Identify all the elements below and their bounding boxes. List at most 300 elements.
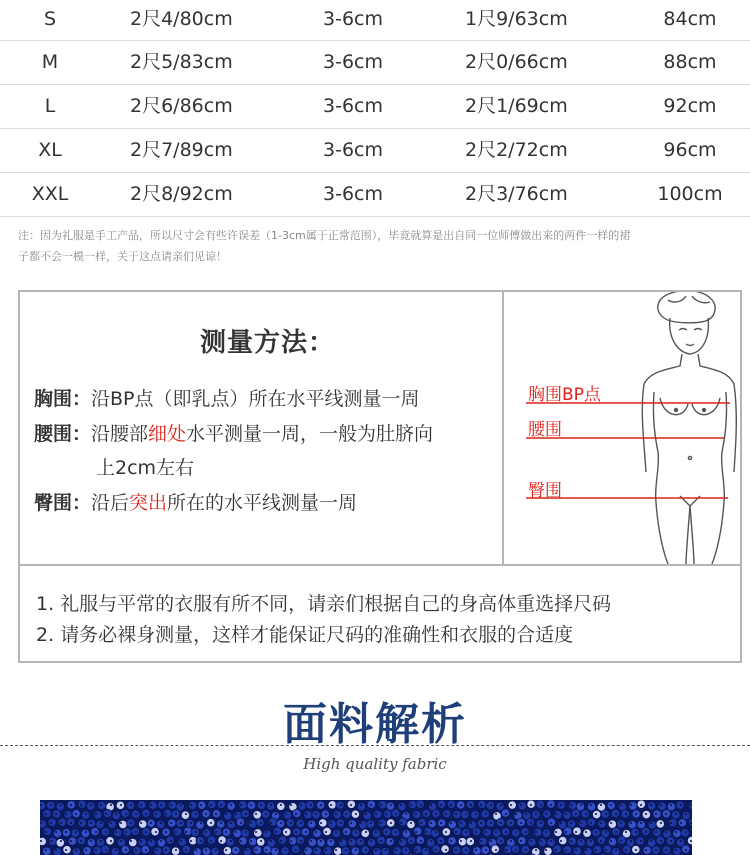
table-row bbox=[0, 129, 750, 173]
sequin bbox=[461, 810, 469, 818]
sequin-hole bbox=[585, 849, 587, 851]
bust-cell: 2尺5/83cm bbox=[130, 51, 233, 73]
sequin bbox=[328, 820, 336, 828]
sequin bbox=[58, 818, 66, 826]
sequin-hole bbox=[635, 831, 637, 833]
sequin bbox=[101, 845, 109, 853]
sequin-hole bbox=[150, 840, 152, 842]
sequin bbox=[147, 839, 155, 847]
sequin bbox=[304, 847, 312, 855]
sequin-hole bbox=[255, 849, 257, 851]
table-row bbox=[0, 41, 750, 85]
sequin-hole bbox=[540, 804, 542, 806]
sequin-hole bbox=[480, 840, 482, 842]
sequin bbox=[492, 829, 500, 837]
sequin bbox=[333, 810, 341, 818]
sequin bbox=[643, 846, 651, 854]
sequin-hole bbox=[415, 849, 417, 851]
sequin-hole bbox=[135, 813, 137, 815]
sequin-hole bbox=[185, 813, 187, 815]
sequin bbox=[398, 802, 406, 810]
sequin-hole bbox=[230, 804, 232, 806]
sequin-hole bbox=[365, 831, 367, 833]
sequin-hole bbox=[295, 849, 297, 851]
sequin bbox=[151, 827, 159, 835]
sequin-hole bbox=[345, 831, 347, 833]
sequin-hole bbox=[445, 813, 447, 815]
sequin bbox=[378, 819, 386, 827]
fabric-subtitle: High quality fabric bbox=[303, 755, 447, 773]
sequin bbox=[629, 802, 637, 810]
sequin-hole bbox=[670, 822, 672, 824]
sequin-hole bbox=[550, 840, 552, 842]
waist-instruction-cont: 上2cm左右 bbox=[96, 457, 195, 479]
sequin bbox=[53, 829, 61, 837]
sequin-hole bbox=[240, 840, 242, 842]
sequin bbox=[149, 801, 157, 809]
sequin-hole bbox=[280, 804, 282, 806]
sequin-hole bbox=[245, 849, 247, 851]
sequin-hole bbox=[485, 849, 487, 851]
sequin bbox=[647, 802, 655, 810]
sequin-hole bbox=[55, 831, 57, 833]
size-note bbox=[18, 225, 733, 267]
sequin-hole bbox=[665, 813, 667, 815]
sequin-hole bbox=[115, 813, 117, 815]
sequin-hole bbox=[330, 840, 332, 842]
sequin-hole bbox=[260, 804, 262, 806]
sequin-hole bbox=[230, 822, 232, 824]
sequin-hole bbox=[655, 849, 657, 851]
sequin-hole bbox=[450, 822, 452, 824]
sequin-hole bbox=[690, 804, 692, 806]
sequin bbox=[653, 828, 661, 836]
sequin-hole bbox=[90, 822, 92, 824]
sequin-hole bbox=[340, 840, 342, 842]
ease-cell: 3-6cm bbox=[323, 183, 383, 205]
sequin-hole bbox=[75, 849, 77, 851]
sequin-hole bbox=[465, 849, 467, 851]
sequin bbox=[243, 848, 251, 855]
sequin-hole bbox=[120, 822, 122, 824]
waist-cell: 2尺2/72cm bbox=[465, 139, 568, 161]
sequin-hole bbox=[595, 831, 597, 833]
sequin-hole bbox=[515, 849, 517, 851]
sequin-hole bbox=[260, 840, 262, 842]
sequin bbox=[256, 818, 264, 826]
sequin-hole bbox=[480, 822, 482, 824]
sequin-hole bbox=[95, 831, 97, 833]
sequin-hole bbox=[370, 804, 372, 806]
sequin-hole bbox=[55, 849, 57, 851]
sequin bbox=[263, 830, 271, 838]
sequin-hole bbox=[290, 804, 292, 806]
sequin-hole bbox=[350, 822, 352, 824]
table-row bbox=[0, 0, 750, 41]
sequin-hole bbox=[490, 804, 492, 806]
size-table bbox=[0, 0, 750, 217]
fabric-title: 面料解析 bbox=[283, 699, 467, 750]
sequin-hole bbox=[525, 813, 527, 815]
sequin-hole bbox=[205, 849, 207, 851]
sequin-hole bbox=[595, 813, 597, 815]
sequin-hole bbox=[570, 804, 572, 806]
sequin-hole bbox=[205, 831, 207, 833]
sequin-hole bbox=[490, 822, 492, 824]
sequin bbox=[87, 802, 95, 810]
hip-text-post: 所在的水平线测量一周 bbox=[167, 492, 358, 514]
sequin-hole bbox=[425, 813, 427, 815]
hip-cell: 92cm bbox=[663, 95, 717, 117]
sequin bbox=[678, 819, 686, 827]
sequin-hole bbox=[630, 822, 632, 824]
sequin-hole bbox=[560, 804, 562, 806]
sequin-hole bbox=[440, 804, 442, 806]
sequin bbox=[71, 829, 79, 837]
sequin-hole bbox=[85, 849, 87, 851]
sequin-hole bbox=[80, 804, 82, 806]
hip-cell: 100cm bbox=[657, 183, 723, 205]
sequin-hole bbox=[615, 813, 617, 815]
sequin-hole bbox=[360, 804, 362, 806]
divider bbox=[0, 745, 750, 746]
sequin-hole bbox=[175, 849, 177, 851]
sequin-hole bbox=[450, 804, 452, 806]
sequin-hole bbox=[130, 822, 132, 824]
sequin bbox=[193, 848, 201, 855]
waist-instruction bbox=[34, 419, 433, 446]
bust-cell: 2尺4/80cm bbox=[130, 8, 233, 30]
sequin bbox=[68, 837, 76, 845]
ease-cell: 3-6cm bbox=[323, 95, 383, 117]
sequin-hole bbox=[145, 813, 147, 815]
sequin-hole bbox=[575, 849, 577, 851]
sequin-hole bbox=[635, 813, 637, 815]
sequin-hole bbox=[510, 840, 512, 842]
sequin-hole bbox=[70, 822, 72, 824]
sequin-hole bbox=[70, 804, 72, 806]
sequin-hole bbox=[610, 840, 612, 842]
sequin bbox=[319, 819, 327, 827]
note-line: 注：因为礼服是手工产品，所以尺寸会有些许误差（1-3cm属于正常范围），毕竟就算是出自同一位师傅做出来的两件一样的裙 bbox=[18, 229, 631, 242]
sequin-hole bbox=[210, 804, 212, 806]
sequin-hole bbox=[215, 849, 217, 851]
sequin-hole bbox=[60, 804, 62, 806]
sequin bbox=[681, 829, 689, 837]
note-line: 子都不会一模一样，关于这点请亲们见谅！ bbox=[18, 250, 227, 263]
sequin bbox=[166, 836, 174, 844]
sequin bbox=[83, 846, 91, 854]
sequin-hole bbox=[460, 822, 462, 824]
sequin-hole bbox=[225, 849, 227, 851]
sequin-hole bbox=[550, 804, 552, 806]
sequin bbox=[653, 810, 661, 818]
sequin-hole bbox=[425, 831, 427, 833]
sequin-hole bbox=[580, 804, 582, 806]
sequin-hole bbox=[85, 813, 87, 815]
measurement-tips bbox=[20, 564, 740, 661]
sequin-hole bbox=[590, 822, 592, 824]
sequin-hole bbox=[200, 840, 202, 842]
sequin-hole bbox=[185, 831, 187, 833]
sequin-hole bbox=[490, 840, 492, 842]
sequin-hole bbox=[310, 840, 312, 842]
sequin-hole bbox=[625, 849, 627, 851]
sequin bbox=[78, 800, 86, 808]
sequin bbox=[563, 845, 571, 853]
sequin-hole bbox=[635, 849, 637, 851]
measurement-title: 测量方法： bbox=[200, 328, 336, 358]
sequin-hole bbox=[235, 849, 237, 851]
figure-waist-label: 腰围 bbox=[528, 420, 562, 440]
sequin-hole bbox=[365, 813, 367, 815]
sequin-hole bbox=[510, 822, 512, 824]
sequin-hole bbox=[140, 822, 142, 824]
sequin-hole bbox=[190, 822, 192, 824]
sequin-hole bbox=[670, 804, 672, 806]
sequin-hole bbox=[160, 804, 162, 806]
sequin-hole bbox=[230, 840, 232, 842]
sequin bbox=[583, 829, 591, 837]
sequin-hole bbox=[675, 831, 677, 833]
sequin-hole bbox=[305, 831, 307, 833]
sequin bbox=[534, 828, 542, 836]
sequin-hole bbox=[370, 840, 372, 842]
sequin bbox=[324, 846, 332, 854]
sequin bbox=[367, 838, 375, 846]
sequin-hole bbox=[285, 813, 287, 815]
sequin bbox=[53, 848, 61, 855]
sequin-hole bbox=[575, 813, 577, 815]
sequin bbox=[202, 847, 210, 855]
sequin bbox=[538, 838, 546, 846]
sequin-hole bbox=[655, 813, 657, 815]
waist-text-pre: 沿腰部 bbox=[91, 423, 149, 445]
sequin-hole bbox=[555, 849, 557, 851]
sequin bbox=[239, 801, 247, 809]
sequin-hole bbox=[460, 804, 462, 806]
sequin bbox=[253, 811, 261, 819]
sequin-hole bbox=[665, 849, 667, 851]
sequin-hole bbox=[90, 840, 92, 842]
sequin-hole bbox=[265, 831, 267, 833]
sequin-hole bbox=[180, 804, 182, 806]
sequin bbox=[81, 811, 89, 819]
sequin-hole bbox=[430, 840, 432, 842]
sequin bbox=[153, 810, 161, 818]
sequin bbox=[307, 820, 315, 828]
sequin-hole bbox=[545, 849, 547, 851]
sequin-hole bbox=[225, 813, 227, 815]
sequin bbox=[501, 809, 509, 817]
sequin-hole bbox=[250, 822, 252, 824]
sequin-hole bbox=[465, 813, 467, 815]
sequin-hole bbox=[275, 831, 277, 833]
sequin-hole bbox=[645, 813, 647, 815]
sequin bbox=[478, 800, 486, 808]
sequin bbox=[569, 801, 577, 809]
sequin bbox=[536, 800, 544, 808]
sequin bbox=[386, 838, 394, 846]
sequin bbox=[378, 801, 386, 809]
sequin-hole bbox=[285, 831, 287, 833]
sequin bbox=[598, 820, 606, 828]
sequin-hole bbox=[430, 822, 432, 824]
sequin-hole bbox=[155, 813, 157, 815]
sequin bbox=[223, 846, 231, 854]
sequin-hole bbox=[630, 840, 632, 842]
sequin-hole bbox=[85, 831, 87, 833]
sequin-hole bbox=[530, 840, 532, 842]
sequin-hole bbox=[565, 831, 567, 833]
sequin bbox=[363, 812, 371, 820]
sequin-hole bbox=[275, 849, 277, 851]
sequin-hole bbox=[525, 849, 527, 851]
sequin-hole bbox=[130, 804, 132, 806]
sequin bbox=[123, 828, 131, 836]
sequin-hole bbox=[470, 840, 472, 842]
sequin-hole bbox=[460, 840, 462, 842]
hip-text-pre: 沿后 bbox=[91, 492, 130, 514]
sequin-hole bbox=[325, 813, 327, 815]
sequin-hole bbox=[650, 840, 652, 842]
table-row bbox=[0, 85, 750, 129]
sequin-hole bbox=[520, 822, 522, 824]
sequin-hole bbox=[375, 831, 377, 833]
sequin bbox=[547, 838, 555, 846]
sequin-hole bbox=[165, 849, 167, 851]
sequin-hole bbox=[90, 804, 92, 806]
sequin bbox=[528, 838, 536, 846]
sequin-hole bbox=[515, 813, 517, 815]
sequin bbox=[351, 847, 359, 855]
sequin-hole bbox=[395, 831, 397, 833]
sequin bbox=[191, 810, 199, 818]
sequin-hole bbox=[675, 849, 677, 851]
sequin-hole bbox=[615, 849, 617, 851]
sequin bbox=[249, 837, 257, 845]
sequin-hole bbox=[410, 840, 412, 842]
sequin bbox=[441, 845, 449, 853]
sequin-hole bbox=[345, 849, 347, 851]
sequin-hole bbox=[620, 804, 622, 806]
sequin bbox=[87, 838, 95, 846]
sequin-hole bbox=[315, 849, 317, 851]
sequin bbox=[164, 809, 172, 817]
sequin-hole bbox=[430, 804, 432, 806]
sequin bbox=[416, 836, 424, 844]
sequin-hole bbox=[280, 840, 282, 842]
sequin bbox=[399, 818, 407, 826]
sequin bbox=[313, 829, 321, 837]
sequin-hole bbox=[175, 813, 177, 815]
sequin-hole bbox=[420, 840, 422, 842]
sequin bbox=[313, 847, 321, 855]
sequin-hole bbox=[135, 831, 137, 833]
sequin-hole bbox=[300, 822, 302, 824]
sequin bbox=[277, 802, 285, 810]
sequin bbox=[563, 811, 571, 819]
sequin-hole bbox=[180, 822, 182, 824]
sequin-hole bbox=[585, 831, 587, 833]
sequin-hole bbox=[455, 831, 457, 833]
sequin-hole bbox=[45, 849, 47, 851]
sequin-hole bbox=[680, 840, 682, 842]
sequin bbox=[554, 828, 562, 836]
sequin-hole bbox=[610, 804, 612, 806]
sequin-hole bbox=[270, 804, 272, 806]
sequin-hole bbox=[245, 831, 247, 833]
sequin bbox=[103, 809, 111, 817]
sequin bbox=[269, 818, 277, 826]
sequin-hole bbox=[160, 822, 162, 824]
sequin bbox=[577, 838, 585, 846]
figure-hip-label: 臀围 bbox=[528, 481, 562, 501]
sequin-hole bbox=[320, 822, 322, 824]
sequin-hole bbox=[335, 849, 337, 851]
sequin-hole bbox=[320, 840, 322, 842]
sequin-hole bbox=[105, 831, 107, 833]
sequin-hole bbox=[360, 822, 362, 824]
sequin bbox=[207, 836, 215, 844]
sequin-hole bbox=[325, 849, 327, 851]
sequin bbox=[273, 827, 281, 835]
sequin-hole bbox=[495, 849, 497, 851]
sequin-hole bbox=[175, 831, 177, 833]
sequin-hole bbox=[290, 840, 292, 842]
sequin-hole bbox=[520, 804, 522, 806]
sequin bbox=[408, 800, 416, 808]
sequin bbox=[669, 819, 677, 827]
sequin bbox=[281, 847, 289, 855]
sequin bbox=[658, 802, 666, 810]
sequin bbox=[373, 810, 381, 818]
sequin-hole bbox=[685, 813, 687, 815]
ease-cell: 3-6cm bbox=[323, 8, 383, 30]
sequin bbox=[139, 820, 147, 828]
sequin-hole bbox=[190, 804, 192, 806]
sequin-hole bbox=[445, 849, 447, 851]
sequin-hole bbox=[405, 849, 407, 851]
sequin bbox=[72, 848, 80, 855]
fabric-sequin-image bbox=[40, 800, 692, 855]
sequin-hole bbox=[420, 804, 422, 806]
sequin bbox=[518, 802, 526, 810]
sequin bbox=[667, 802, 675, 810]
sequin-hole bbox=[50, 822, 52, 824]
sequin bbox=[453, 810, 461, 818]
sequin bbox=[587, 803, 595, 811]
sequin-hole bbox=[630, 804, 632, 806]
sequin bbox=[283, 811, 291, 819]
sequin bbox=[119, 820, 127, 828]
bust-cell: 2尺8/92cm bbox=[130, 183, 233, 205]
sequin-hole bbox=[300, 840, 302, 842]
tip-item: 1. 礼服与平常的衣服有所不同，请亲们根据自己的身高体重选择尺码 bbox=[36, 593, 612, 615]
sequin-hole bbox=[405, 831, 407, 833]
sequin bbox=[63, 845, 71, 853]
sequin-hole bbox=[425, 849, 427, 851]
sequin-hole bbox=[110, 840, 112, 842]
sequin-hole bbox=[305, 813, 307, 815]
sequin-hole bbox=[245, 813, 247, 815]
fabric-section-header bbox=[0, 680, 750, 780]
sequin bbox=[631, 828, 639, 836]
sequin-hole bbox=[250, 840, 252, 842]
sequin-hole bbox=[475, 849, 477, 851]
sequin-hole bbox=[535, 849, 537, 851]
sequin-hole bbox=[340, 804, 342, 806]
